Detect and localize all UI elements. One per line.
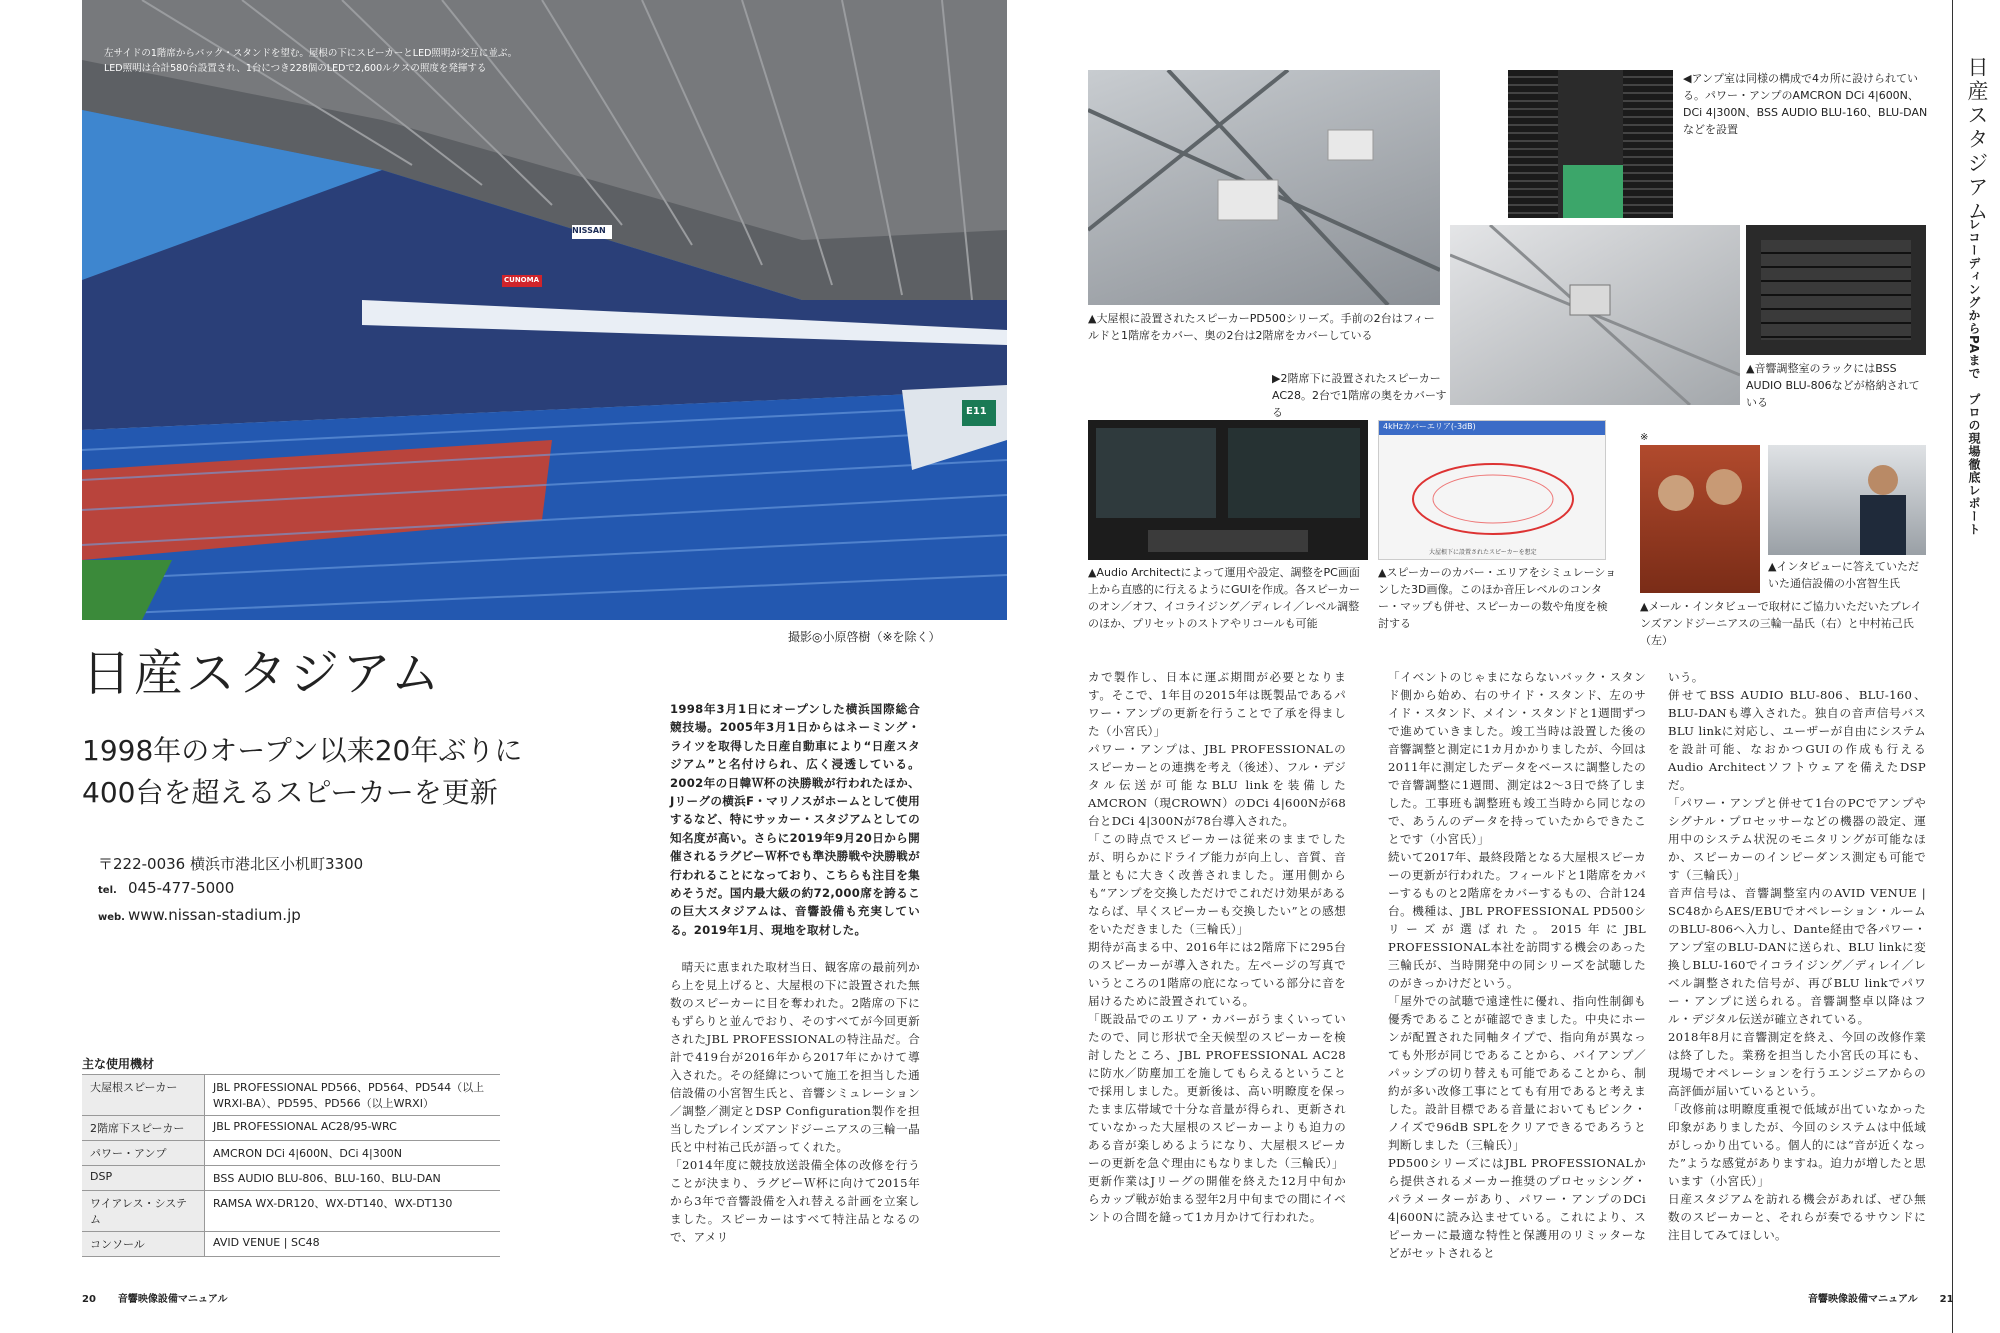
lead-text: 1998年3月1日にオープンした横浜国際総合競技場。2005年3月1日からはネーミング・ライツを取得した日産自動車により“日産スタジアム”と名付けられ、広く浸透している。2002年の日韓Ｗ杯の決勝戦が行われたほか、Jリーグの横浜F・マリノスがホームとして使用するなど、特にサッカー・スタジアムとしての知名度が高い。さらに2019年9月20日から開催されるラグビーＷ杯でも準決勝戦や決勝戦が行われることになっており、こちらも注目を集めそうだ。国内最大級の約72,000席を誇るこの巨大スタジアムは、音響設備も充実している。2019年1月、現地を取材した。 [670, 702, 920, 937]
speaker-photo [1088, 70, 1440, 305]
interview-photo [1768, 445, 1926, 555]
side-divider [1952, 0, 1953, 1333]
equipment-row [82, 1232, 500, 1257]
amp-caption: ◀アンプ室は同様の構成で4カ所に設けられている。パワー・アンプのAMCRON DCi 4|600N、DCi 4|300N、BSS AUDIO BLU-160、BLU-DANなどを設置 [1683, 72, 1928, 136]
people-caption: ▲メール・インタビューで取材にご協力いただいたブレインズアンドジーニアスの三輪一晶氏（右）と中村祐己氏（左） [1640, 600, 1922, 647]
equipment-row [82, 1166, 500, 1191]
under-caption: ▶2階席下に設置されたスピーカーAC28。2台で1階席の奥をカバーする [1272, 372, 1447, 419]
equipment-model: AMCRON DCi 4|600N、DCi 4|300N [205, 1141, 501, 1166]
interview-caption: ▲インタビューに答えていただいた通信設備の小宮智生氏 [1768, 560, 1920, 590]
web-url[interactable]: www.nissan-stadium.jp [128, 906, 301, 924]
simulation-image [1378, 420, 1606, 560]
footer-right [1808, 1290, 1954, 1305]
equipment-model: AVID VENUE | SC48 [205, 1232, 501, 1257]
amp-room-photo [1508, 70, 1673, 218]
equipment-model: JBL PROFESSIONAL PD566、PD564、PD544（以上WRXI-BA）、PD595、PD566（以上WRXI） [205, 1075, 501, 1116]
equipment-row [82, 1141, 500, 1166]
body-column-4: いう。 併せてBSS AUDIO BLU-806、BLU-160、BLU-DANも導入された。独自の音声信号バスBLU linkに対応し、ユーザーが自由にシステムを設計可能、なおかつGUIの作成も行えるAudio Architectソフトウェアを備えたDSPだ。 「パワー・アンプと併せて1台のPCでアンプやシグナル・プロセッサーなどの機器の設定、運用中のシステム状況のモニタリングが可能なほか、スピーカーのインピーダンス測定も可能です（三輪氏）」 音声信号は、音響調整室内のAVID VENUE | SC48からAES/EBUでオペレーション・ルームのBLU-806へ入力し、Dante経由で各パワー・アンプ室のBLU-DANに送られ、BLU linkに変換しBLU-160でイコライジング／ディレイ／レベル調整された信号が、再びBLU linkでパワー・アンプに送られる。音響調整卓以降はフル・デジタル伝送が確立されている。 2018年8月に音響測定を終え、今回の改修作業は終了した。業務を担当した小宮氏の耳にも、現場でオペレーションを行うエンジニアからの高評価が届いているという。 「改修前は明瞭度重視で低域が出ていなかった印象がありましたが、今回のシステムは中低域がしっかり出ている。個人的には“音が近くなった”ような感覚がありますね。迫力が増したと思います（小宮氏）」 日産スタジアムを訪れる機会があれば、ぜひ無数のスピーカーと、それらが奏でるサウンドに注目してみてほしい。 [1668, 670, 1926, 1242]
simulation-header: 4kHzカバーエリア(-3dB) [1379, 421, 1605, 435]
hero-caption-line-1: 左サイドの1階席からバック・スタンドを望む。屋根の下にスピーカーとLED照明が交互に並ぶ。 [104, 48, 518, 59]
equipment-model: JBL PROFESSIONAL AC28/95-WRC [205, 1116, 501, 1141]
subtitle-line-2: 400台を超えるスピーカーを更新 [82, 776, 498, 809]
footer-right-text: 音響映像設備マニュアル [1808, 1294, 1918, 1305]
hero-sign-3: E11 [966, 406, 987, 417]
hero-sign-2: CUNOMA [504, 276, 540, 284]
equipment-row [82, 1075, 500, 1116]
equipment-category: DSP [82, 1166, 205, 1191]
equipment-model: RAMSA WX-DR120、WX-DT140、WX-DT130 [205, 1191, 501, 1232]
simulation-footer: 大屋根下に設置されたスピーカーを想定 [1429, 549, 1537, 556]
equipment-category: ワイアレス・システム [82, 1191, 205, 1232]
speaker-caption: ▲大屋根に設置されたスピーカーPD500シリーズ。手前の2台はフィールドと1階席をカバー、奥の2台は2階席をカバーしている [1088, 312, 1435, 342]
address-block [98, 852, 363, 930]
simulation-illustration [1379, 421, 1606, 560]
hero-caption-line-2: LED照明は合計580台設置され、1台につき228個のLEDで2,600ルクスの照度を発揮する [104, 63, 487, 74]
equipment-table [82, 1074, 500, 1257]
sim-caption: ▲スピーカーのカバー・エリアをシミュレーションした3D画像。このほか音圧レベルのコンター・マップも併せ、スピーカーの数や角度を検討する [1378, 566, 1617, 630]
hero-caption [104, 46, 517, 76]
subtitle [82, 730, 522, 814]
page-number-right: 21 [1939, 1294, 1954, 1305]
footer-left [82, 1290, 228, 1305]
equipment-category: 2階席下スピーカー [82, 1116, 205, 1141]
photo-credit: 撮影◎小原啓樹（※を除く） [788, 630, 941, 644]
equipment-row [82, 1116, 500, 1141]
asterisk-mark: ※ [1640, 432, 1649, 443]
under-stand-illustration [1450, 225, 1740, 405]
page-number-left: 20 [82, 1294, 96, 1305]
side-subtitle: レコーディングからPAまで プロの現場徹底レポート [1967, 218, 1981, 536]
subtitle-line-1: 1998年のオープン以来20年ぶりに [82, 734, 523, 767]
web-label: web. [98, 912, 125, 923]
equipment-title: 主な使用機材 [82, 1057, 155, 1071]
stadium-illustration [82, 0, 1007, 620]
under-stand-photo [1450, 225, 1740, 405]
hero-stadium-photo [82, 0, 1007, 620]
equipment-category: コンソール [82, 1232, 205, 1257]
body-column-2: カで製作し、日本に運ぶ期間が必要となります。そこで、1年目の2015年は既製品であるパワー・アンプの更新を行うことで了承を得ました（小宮氏）」 パワー・アンプは、JBL PROFESSIONALのスピーカーとの連携を考え（後述）、フル・デジタル伝送が可能なBLU linkを装備したAMCRON（現CROWN）のDCi 4|600Nが68台とDCi 4|300Nが78台導入された。 「この時点でスピーカーは従来のままでしたが、明らかにドライブ能力が向上し、音質、音量ともに大きく改善されました。運用側からも“アンプを交換しただけでこれだけ効果があるならば、早くスピーカーも交換したい”との感想をいただきました（三輪氏）」 期待が高まる中、2016年には2階席下に295台のスピーカーが導入された。左ページの写真でいうところの1階席の庇になっている部分に音を届けるために設置されている。 「既設品でのエリア・カバーがうまくいっていたので、同じ形状で全天候型のスピーカーを検討したところ、JBL PROFESSIONAL AC28に防水／防塵加工を施してもらえるということで採用しました。更新後は、高い明瞭度を保ったまま広帯域で十分な音量が得られ、更新されていなかった大屋根のスピーカーよりも迫力のある音が楽しめるようになり、大屋根スピーカーの更新を急ぐ理由にもなりました（三輪氏）」 更新作業はJリーグの開催を終えた12月中旬からカップ戦が始まる翌年2月中旬までの間にイベントの合間を縫って1カ月かけて行われた。 [1088, 670, 1346, 1224]
equipment-row [82, 1191, 500, 1232]
side-title: 日産スタジアム [1965, 56, 1989, 224]
equipment-category: 大屋根スピーカー [82, 1075, 205, 1116]
footer-left-text: 音響映像設備マニュアル [117, 1294, 228, 1305]
audio-architect-photo [1088, 420, 1368, 560]
rack-caption: ▲音響調整室のラックにはBSS AUDIO BLU-806などが格納されている [1746, 362, 1920, 409]
speaker-photo-illustration [1088, 70, 1440, 305]
hero-sign-1: NISSAN [572, 226, 606, 235]
body-column-1: 晴天に恵まれた取材当日、観客席の最前列から上を見上げると、大屋根の下に設置された無数のスピーカーに目を奪われた。2階席の下にもずらりと並んでおり、そのすべてが今回更新されたJBL PROFESSIONALの特注品だ。合計で419台が2016年から2017年にかけて導入された。その経緯について施工を担当した通信設備の小宮智生氏と、音響シミュレーション／調整／測定とDSP Configuration製作を担当したブレインズアンドジーニアスの三輪一晶氏と中村祐己氏が語ってくれた。 「2014年度に競技放送設備全体の改修を行うことが決まり、ラグビーＷ杯に向けて2015年から3年で音響設備を入れ替える計画を立案しました。スピーカーはすべて特注品となるので、アメリ [670, 960, 920, 1244]
page-title: 日産スタジアム [82, 645, 443, 702]
tel-label: tel. [98, 885, 117, 896]
equipment-category: パワー・アンプ [82, 1141, 205, 1166]
address: 〒222-0036 横浜市港北区小机町3300 [98, 855, 364, 873]
people-photo [1640, 445, 1760, 593]
tel: 045-477-5000 [128, 879, 235, 897]
rack-photo [1746, 225, 1926, 355]
aa-caption: ▲Audio Architectによって運用や設定、調整をPC画面上から直感的に行えるようにGUIを作成。各スピーカーのオン／オフ、イコライジング／ディレイ／レベル調整のほか、プリセットのストアやリコールも可能 [1088, 566, 1361, 630]
body-column-3: 「イベントのじゃまにならないバック・スタンド側から始め、右のサイド・スタンド、左のサイド・スタンド、メイン・スタンドと1週間ずつで進めていきました。竣工当時は設置した後の音響調整と測定に1カ月かかりましたが、今回は2011年に測定したデータをベースに調整したので音響調整に1週間、測定は2～3日で終了しました。工事班も調整班も竣工当時から同じなので、あうんのデータを持っていたからできたことです（小宮氏）」 続いて2017年、最終段階となる大屋根スピーカーの更新が行われた。フィールドと1階席をカバーするものと2階席をカバーするもの、合計124台。機種は、JBL PROFESSIONAL PD500シリーズが選ばれた。2015年にJBL PROFESSIONAL本社を訪問する機会のあった三輪氏が、当時開発中の同シリーズを試聴したのがきっかけだという。 「屋外での試聴で遠達性に優れ、指向性制御も優秀であることが確認できました。中央にホーンが配置された同軸タイプで、指向角が異なっても外形が同じであることから、バイアンプ／パッシブの切り替えも可能であることから、制約が多い改修工事にとても有用であると考えました。設計目標である音量においてもピンク・ノイズで96dB SPLをクリアできるであろうと判断しました（三輪氏）」 PD500シリーズにはJBL PROFESSIONALから提供されるメーカー推奨のプロセッシング・パラメーターがあり、パワー・アンプのDCi 4|600Nに読み込ませている。これにより、スピーカーに最適な特性と保護用のリミッターなどがセットされると [1388, 670, 1646, 1260]
equipment-model: BSS AUDIO BLU-806、BLU-160、BLU-DAN [205, 1166, 501, 1191]
